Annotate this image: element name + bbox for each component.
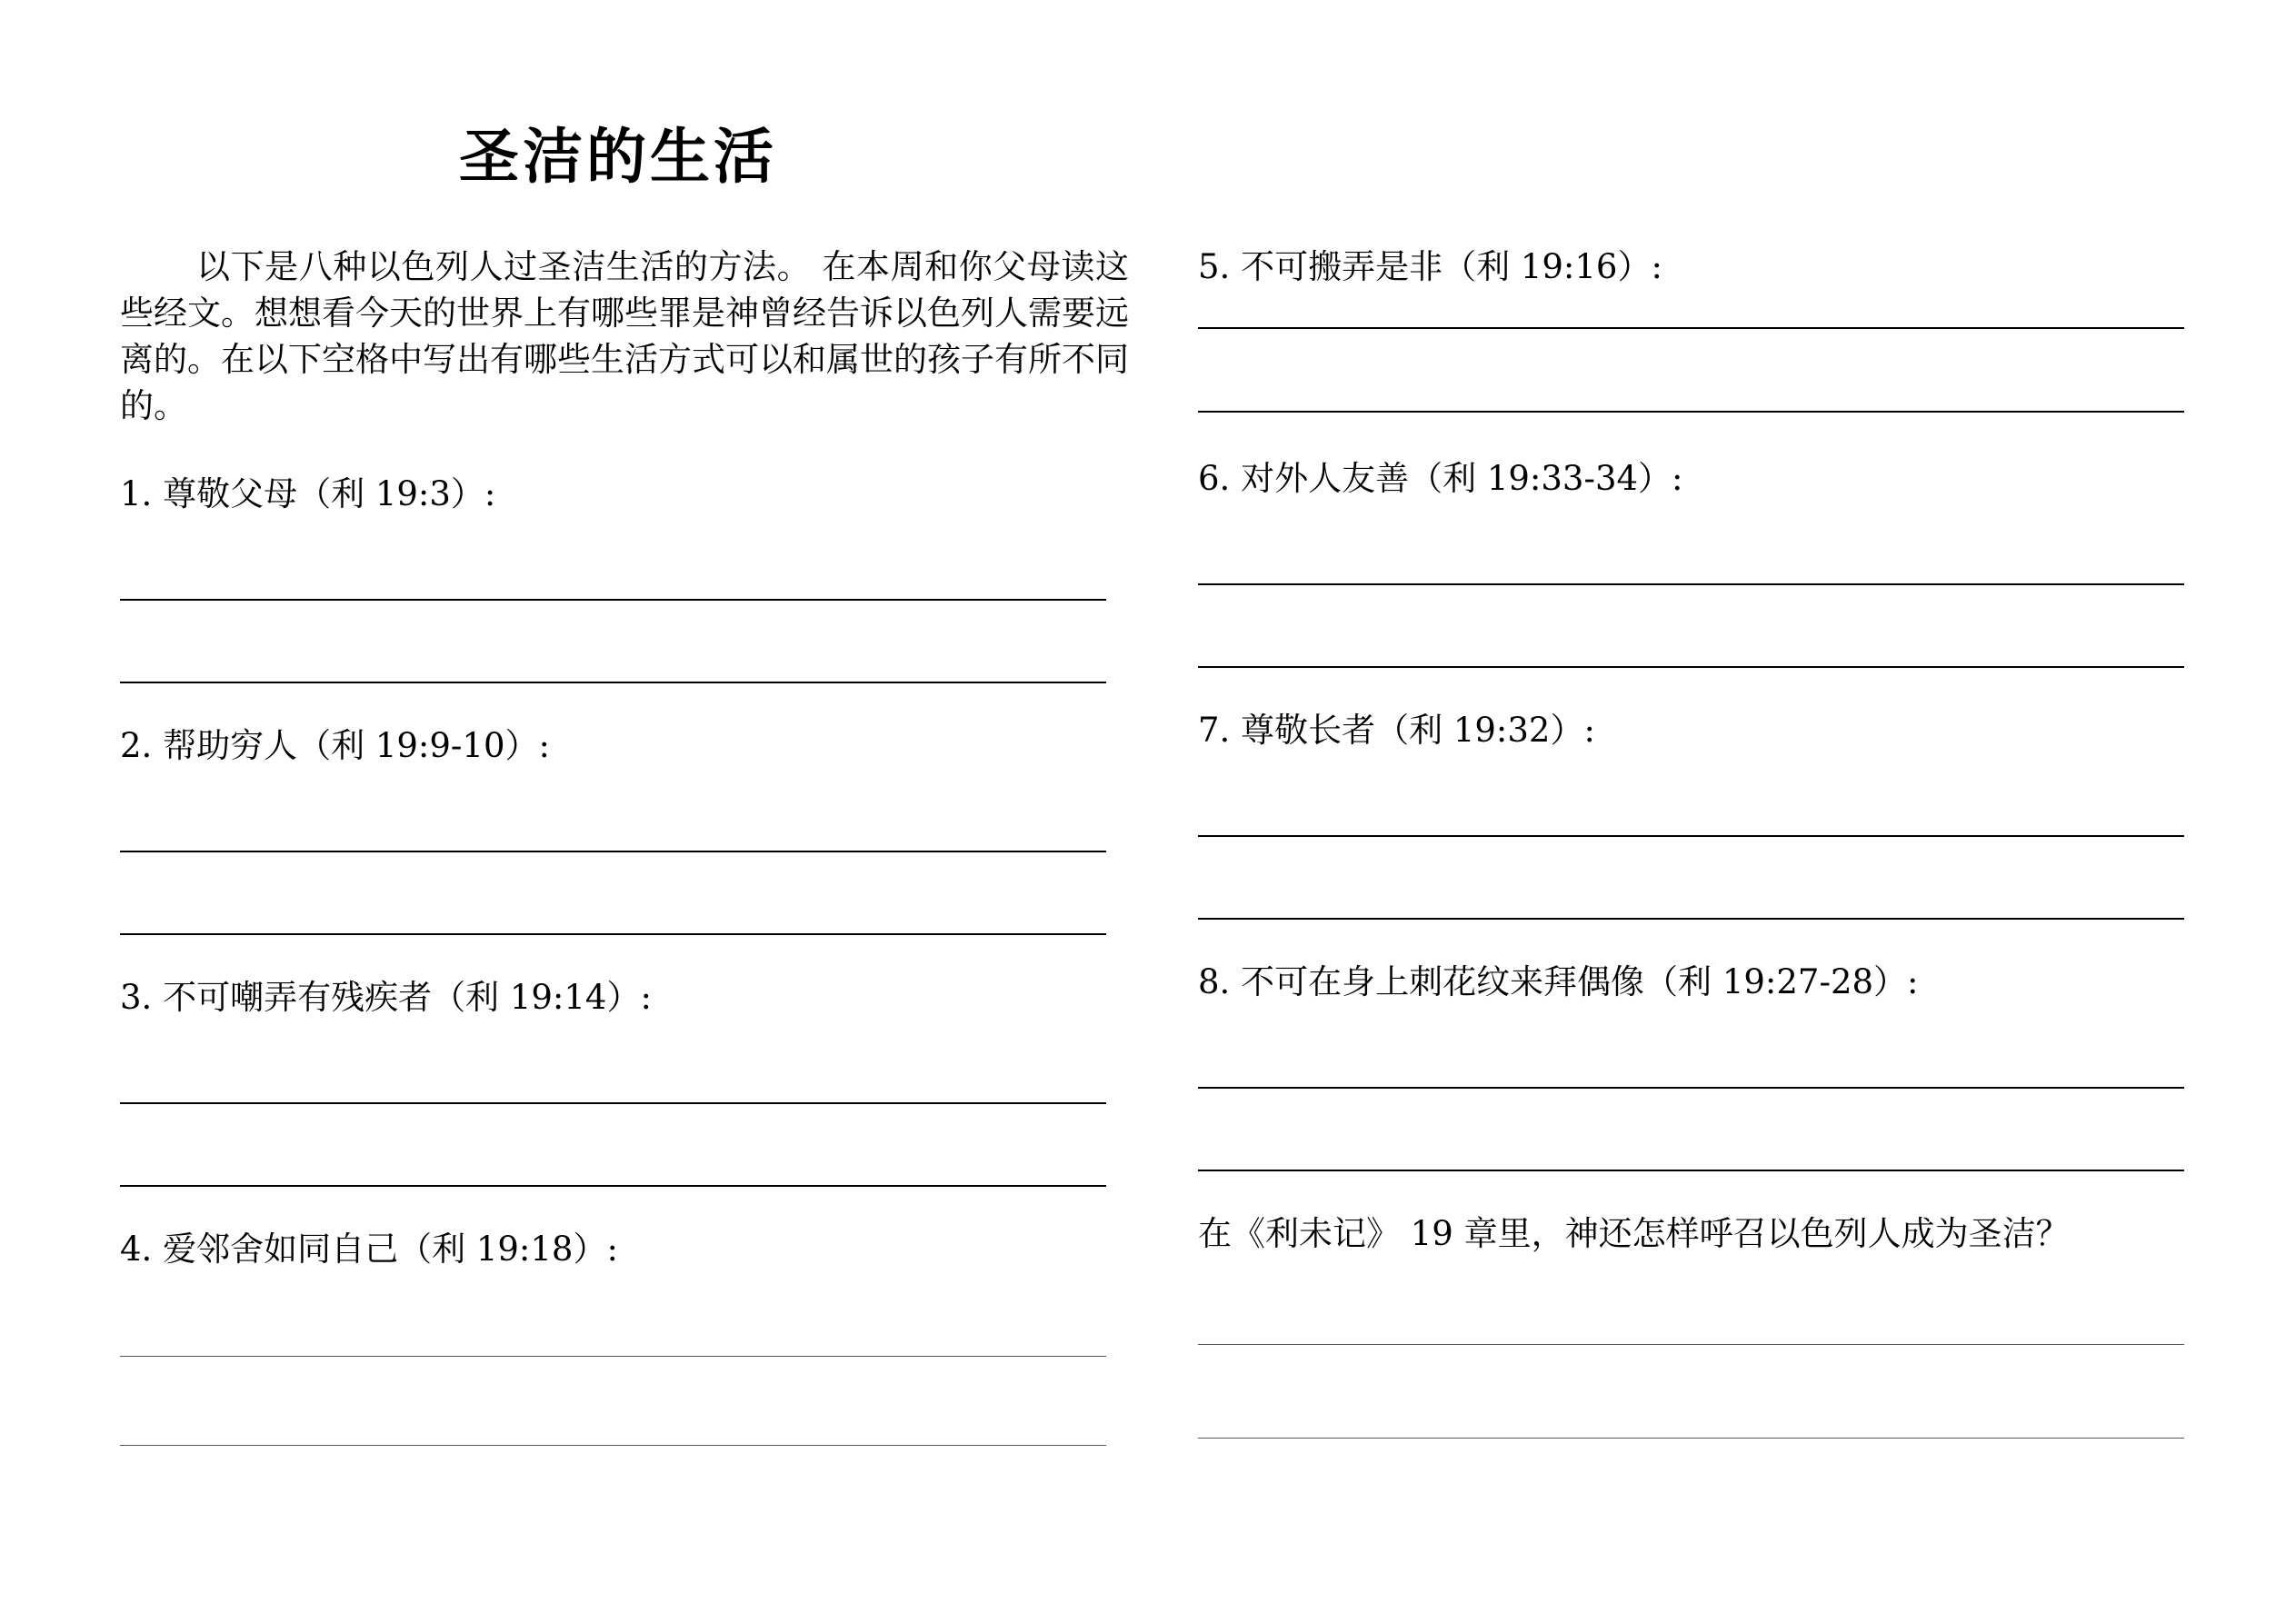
answer-line[interactable]: [1198, 666, 2184, 668]
question-label: 8. 不可在身上刺花纹来拜偶像（利 19:27-28）:: [1198, 962, 1919, 1001]
question-label: 4. 爱邻舍如同自己（利 19:18）:: [120, 1230, 618, 1269]
answer-line[interactable]: [1198, 1087, 2184, 1089]
final-question-label: 在《利未记》 19 章里，神还怎样呼召以色列人成为圣洁？: [1198, 1214, 2070, 1253]
answer-line[interactable]: [1198, 1170, 2184, 1171]
question-label: 3. 不可嘲弄有残疾者（利 19:14）:: [120, 978, 652, 1017]
answer-line[interactable]: [120, 682, 1106, 683]
intro-paragraph: 以下是八种以色列人过圣洁生活的方法。 在本周和你父母读这些经文。想想看今天的世界上有哪些罪是神曾经告诉以色列人需要远离的。在以下空格中写出有哪些生活方式可以和属世的孩子有所不同的。: [120, 247, 1129, 425]
answer-line[interactable]: [120, 1356, 1106, 1357]
question-label: 2. 帮助穷人（利 19:9-10）:: [120, 726, 550, 765]
answer-line[interactable]: [120, 933, 1106, 935]
answer-line[interactable]: [1198, 583, 2184, 585]
question-label: 1. 尊敬父母（利 19:3）:: [120, 474, 496, 513]
answer-line[interactable]: [1198, 835, 2184, 837]
answer-line[interactable]: [120, 1445, 1106, 1446]
answer-line[interactable]: [120, 1185, 1106, 1187]
answer-line[interactable]: [1198, 1344, 2184, 1345]
answer-line[interactable]: [1198, 327, 2184, 329]
answer-line[interactable]: [120, 599, 1106, 601]
answer-line[interactable]: [1198, 1438, 2184, 1439]
answer-line[interactable]: [120, 1102, 1106, 1104]
answer-line[interactable]: [1198, 918, 2184, 920]
answer-line[interactable]: [1198, 411, 2184, 413]
page-title: 圣洁的生活: [459, 122, 777, 192]
answer-line[interactable]: [120, 851, 1106, 852]
question-label: 6. 对外人友善（利 19:33-34）:: [1198, 459, 1683, 498]
question-label: 5. 不可搬弄是非（利 19:16）:: [1198, 247, 1662, 286]
question-label: 7. 尊敬长者（利 19:32）:: [1198, 711, 1595, 750]
